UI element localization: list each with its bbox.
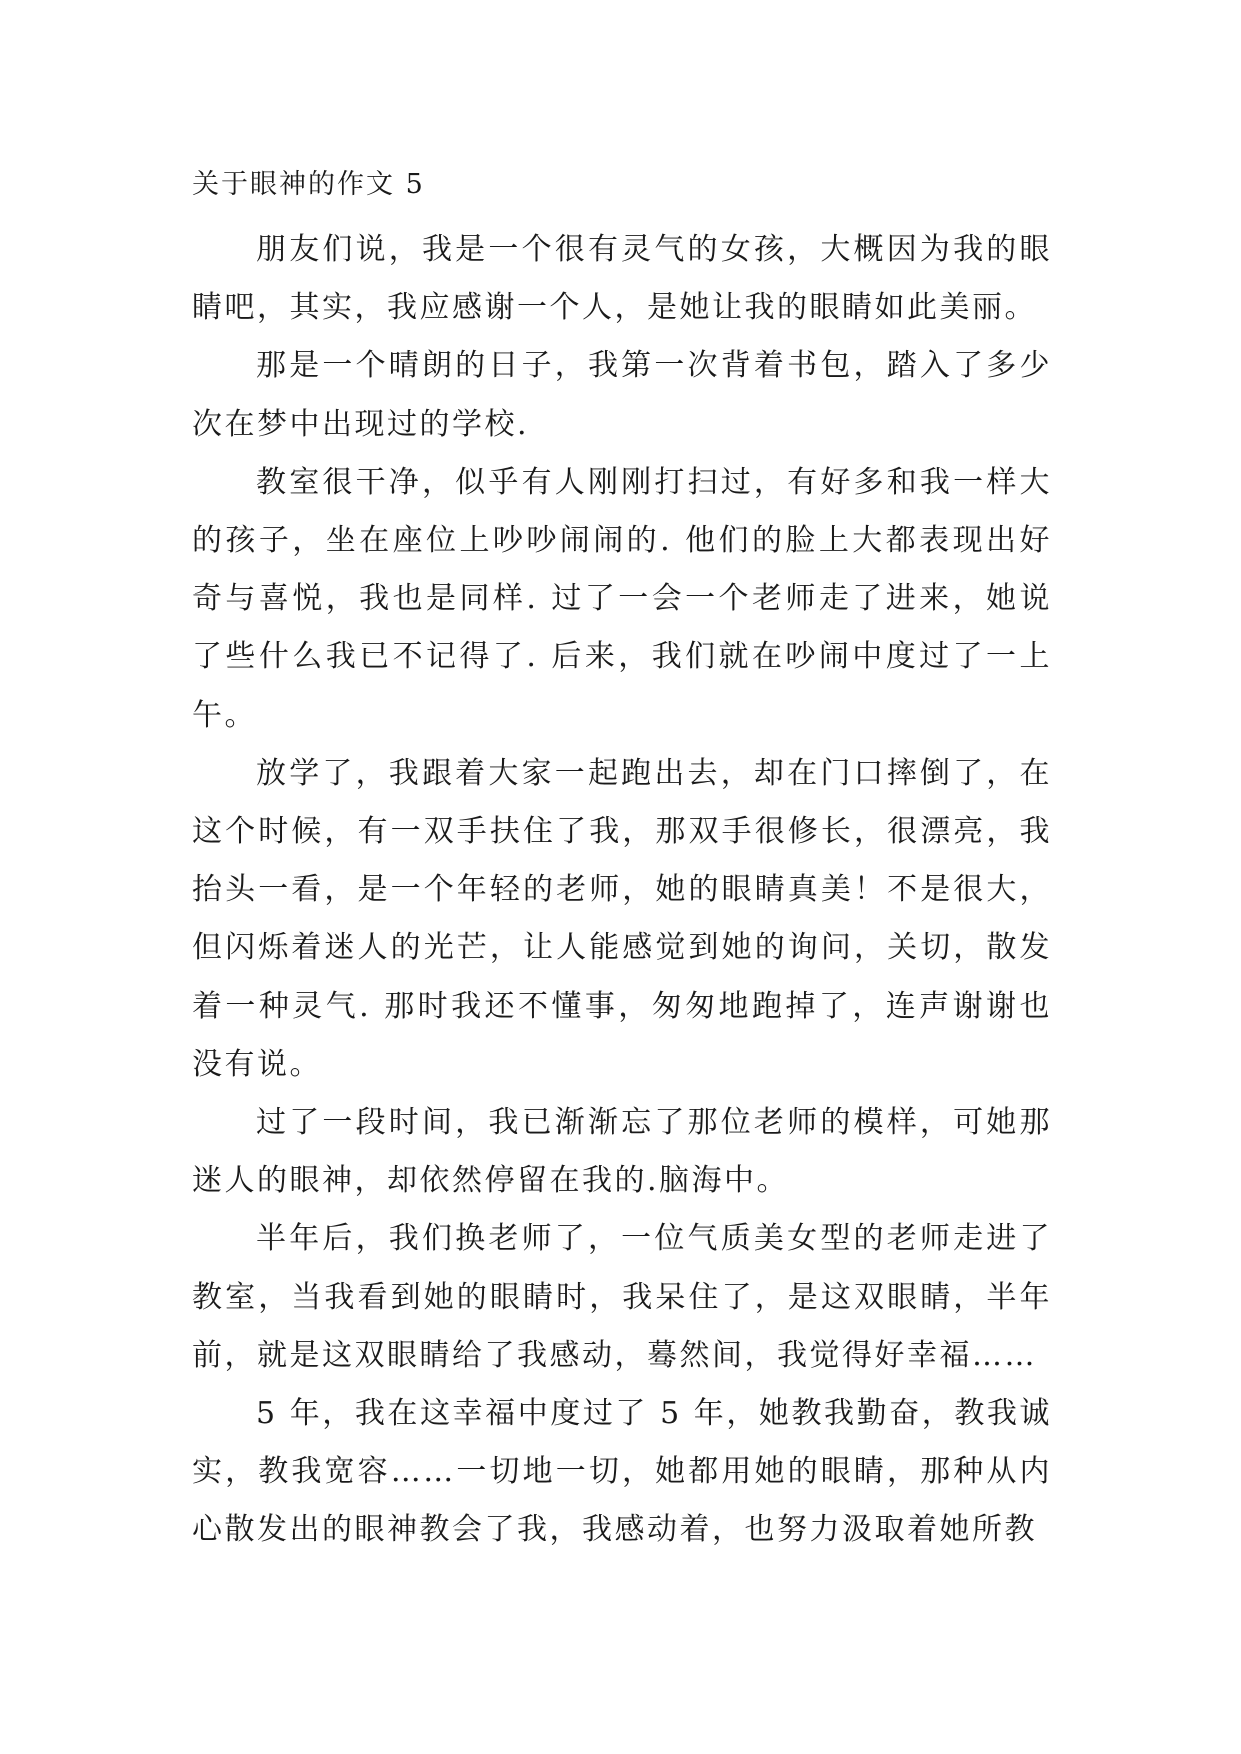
paragraph: 放学了，我跟着大家一起跑出去，却在门口摔倒了，在这个时候，有一双手扶住了我，那双手很修长，很漂亮，我抬头一看，是一个年轻的老师，她的眼睛真美！不是很大，但闪烁着迷人的光芒，让人能感觉到她的询问，关切，散发着一种灵气. 那时我还不懂事，匆匆地跑掉了，连声谢谢也没有说。: [192, 755, 1052, 1082]
document-title: 关于眼神的作文 5: [192, 169, 425, 200]
paragraph: 过了一段时间，我已渐渐忘了那位老师的模样，可她那迷人的眼神，却依然停留在我的.脑海中。: [192, 1105, 1052, 1199]
paragraph: 那是一个晴朗的日子，我第一次背着书包，踏入了多少次在梦中出现过的学校.: [192, 348, 1052, 442]
document-body: [192, 221, 1052, 1560]
paragraph: 5 年，我在这幸福中度过了 5 年，她教我勤奋，教我诚实，教我宽容……一切地一切，她都用她的眼睛，那种从内心散发出的眼神教会了我，我感动着，也努力汲取着她所教: [192, 1396, 1052, 1548]
paragraph: 朋友们说，我是一个很有灵气的女孩，大概因为我的眼睛吧，其实，我应感谢一个人，是她让我的眼睛如此美丽。: [192, 232, 1052, 326]
paragraph: 教室很干净，似乎有人刚刚打扫过，有好多和我一样大的孩子，坐在座位上吵吵闹闹的. 他们的脸上大都表现出好奇与喜悦，我也是同样. 过了一会一个老师走了进来，她说了些什么我已不记得了. 后来，我们就在吵闹中度过了一上午。: [192, 464, 1052, 733]
paragraph: 半年后，我们换老师了，一位气质美女型的老师走进了教室，当我看到她的眼睛时，我呆住了，是这双眼睛，半年前，就是这双眼睛给了我感动，蓦然间，我觉得好幸福……: [192, 1221, 1052, 1373]
